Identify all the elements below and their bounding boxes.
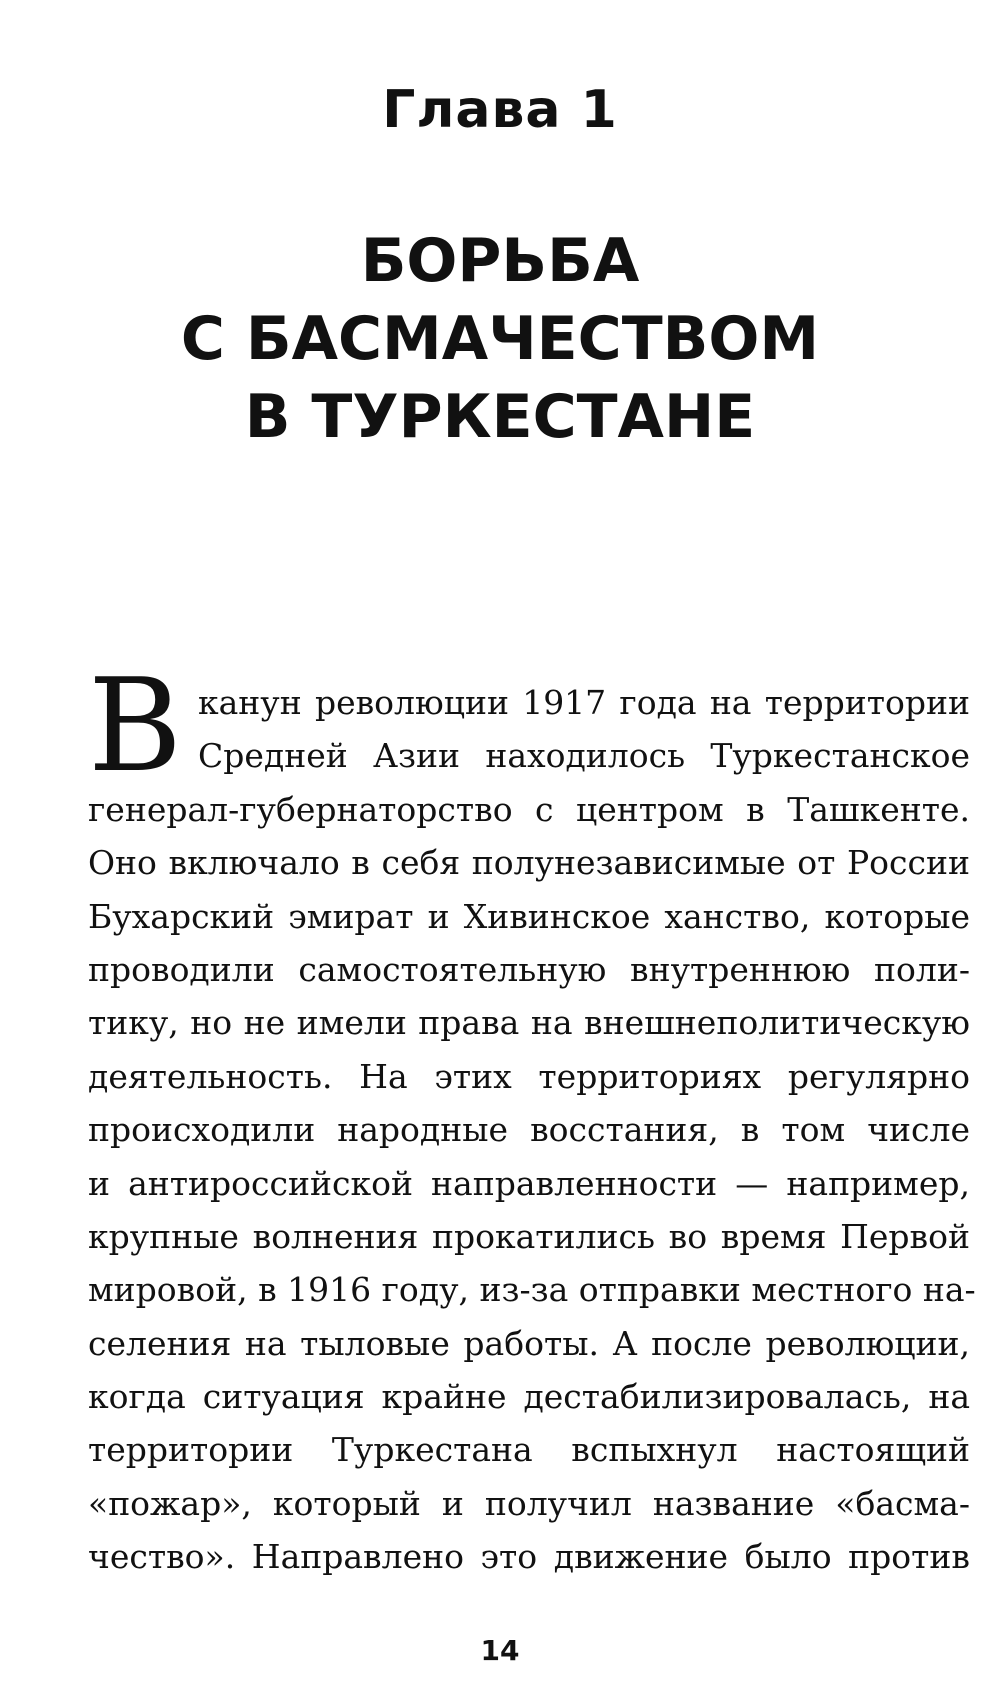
chapter-title	[0, 222, 1000, 456]
chapter-title-line: БОРЬБА	[360, 226, 640, 296]
text-line: Бухарский эмират и Хивинское ханство, которые	[88, 896, 970, 936]
body-paragraph	[88, 676, 976, 1584]
text-line: генерал-губернаторство с центром в Ташкенте.	[88, 789, 970, 829]
text-line: территории Туркестана вспыхнул настоящий	[88, 1430, 970, 1470]
text-line: канун революции 1917 года на территории	[198, 683, 970, 722]
page-number: 14	[480, 1634, 520, 1667]
text-line: проводили самостоятельную внутреннюю поли-	[88, 949, 970, 989]
text-line: Средней Азии находилось Туркестанское	[198, 736, 970, 776]
text-line: тику, но не имели права на внешнеполитическую	[88, 1003, 970, 1043]
chapter-label: Глава 1	[382, 80, 618, 140]
text-line: и антироссийской направленности — например,	[88, 1163, 970, 1203]
text-line: происходили народные восстания, в том числе	[88, 1110, 970, 1150]
text-line: чество». Направлено это движение было против	[88, 1537, 970, 1577]
text-line: деятельность. На этих территориях регулярно	[88, 1056, 970, 1096]
text-line: Оно включало в себя полунезависимые от России	[88, 843, 970, 883]
chapter-title-line: С БАСМАЧЕСТВОМ	[180, 304, 820, 374]
drop-cap-letter: В	[88, 652, 183, 801]
text-line: когда ситуация крайне дестабилизировалась, на	[88, 1377, 970, 1417]
text-line: селения на тыловые работы. А после революции,	[88, 1323, 970, 1363]
text-line: мировой, в 1916 году, из-за отправки местного на-	[88, 1270, 976, 1310]
chapter-title-line: В ТУРКЕСТАНЕ	[244, 382, 756, 452]
text-line: крупные волнения прокатились во время Первой	[88, 1216, 970, 1256]
text-line: «пожар», который и получил название «басма-	[88, 1483, 970, 1523]
